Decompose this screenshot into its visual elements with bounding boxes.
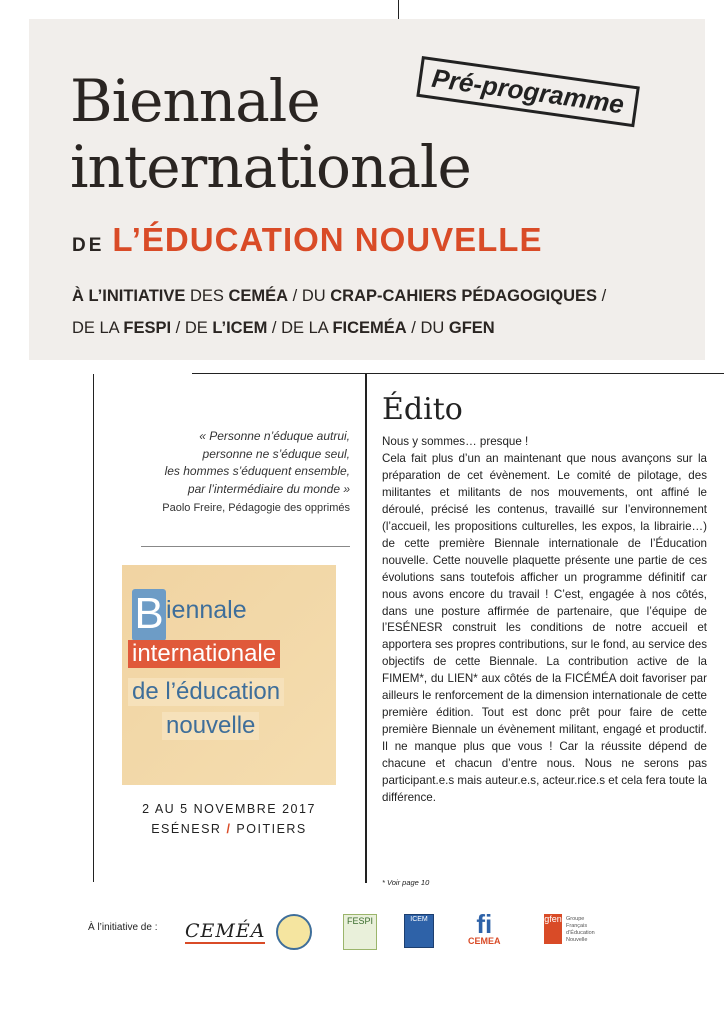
org-fespi: FESPI (123, 319, 172, 337)
quote-author: Paolo Freire, Pédagogie des opprimés (162, 502, 350, 514)
logo-line-1-text: iennale (166, 596, 247, 624)
logo-line-1 (132, 589, 247, 641)
icem-logo: ICEM (404, 914, 434, 948)
section-top-rule (192, 373, 724, 374)
fespi-logo: FESPI (343, 914, 377, 950)
quote-line: les hommes s’éduquent ensemble, (164, 464, 350, 478)
initiative-des: DES (185, 287, 229, 305)
ficemea-logo-fi: fi (476, 909, 493, 939)
title-biennale: Biennale (70, 67, 320, 135)
initiative-sep: / DU (288, 287, 331, 305)
event-dates (122, 799, 336, 839)
org-ficemea: FICEMÉA (332, 319, 407, 337)
ficemea-logo (468, 909, 501, 946)
event-place-poitiers: POITIERS (236, 822, 307, 836)
logo-big-letter: B (132, 589, 166, 641)
initiative-sep: / DE LA (267, 319, 333, 337)
cemea-logo: CEMÉA (185, 920, 266, 942)
logo-line-3: de l’éducation (128, 678, 284, 706)
logo-line-4: nouvelle (162, 712, 259, 740)
initiative-sep: / DE (171, 319, 213, 337)
left-column-rule (93, 374, 94, 882)
edito-paragraph-2: Cela fait plus d’un an maintenant que nous avançons sur la préparation de cet évènement. Le comité de pilotage, des militantes et militants de nos mouvements, ont affiné le déroulé, précisé les contenus, travaillé sur l’environnement (l’accueil, les propositions culturelles, les expos, la librairie…) de cette première Biennale internationale de l’Éducation nouvelle. Cette nouvelle plaquette présente une partie de ces évolutions sans toutefois afficher un programme définitif car nous avons encore du travail ! C’est, engagée à nos côtés, dans une posture affirmée de partenaire, que l’équipe de l’ESÉNESR construit les conditions de notre accueil et apportera ses propres contributions, sur le fond, au service des objectifs de cette Biennale. La contribution active de la FIMEM*, du LIEN* aux côtés de la FICÉMÉA doit favoriser par ailleurs le renforcement de la dimension internationale de cette première édition. Tout est donc prêt pour faire de cette première Biennale un évènement militant, engagé et productif. Il ne manque plus que vous ! Car la réussite dépend de chacune et chacun d’entre nous. Nous ne serons pas participant.e.s mais auteur.e.s, acteur.rice.s et cela fera toute la différence. (382, 451, 707, 805)
logo-line-2: internationale (128, 640, 280, 668)
quote-line: personne ne s’éduque seul, (202, 446, 350, 461)
edito-footnote: * Voir page 10 (382, 878, 430, 887)
event-date-range: 2 AU 5 NOVEMBRE 2017 (142, 802, 316, 816)
org-icem: L’ICEM (212, 319, 268, 337)
subtitle-de: DE (72, 235, 105, 256)
biennale-logo (122, 565, 336, 785)
initiative-sep: / DU (406, 319, 449, 337)
pre-programme-stamp: Pré-programme (416, 56, 639, 127)
edito-paragraph-1: Nous y sommes… presque ! (382, 435, 529, 448)
subtitle-main: L’ÉDUCATION NOUVELLE (112, 221, 543, 258)
crap-logo-icon (276, 914, 312, 950)
quote-line: « Personne n’éduque autrui, (199, 429, 350, 443)
event-slash: / (226, 822, 232, 836)
org-cemea: CEMÉA (228, 287, 289, 305)
gfen-logo-text: Groupe Français d’Éducation Nouvelle (566, 916, 595, 943)
initiative-line-2 (72, 319, 495, 338)
edito-body (382, 434, 707, 807)
column-divider (365, 373, 367, 883)
initiative-sep: DE LA (72, 319, 124, 337)
initiative-line-1 (72, 287, 606, 306)
quote-line: par l’intermédiaire du monde » (187, 481, 350, 496)
quote-separator (141, 546, 350, 547)
initiative-label: À L’INITIATIVE (72, 287, 186, 305)
subtitle-education-nouvelle (72, 221, 542, 259)
event-location (122, 819, 336, 839)
initiative-sep: / (597, 287, 607, 305)
gfen-logo: gfen (544, 914, 562, 944)
ficemea-logo-sub: CEMEA (468, 936, 501, 946)
edito-title: Édito (382, 392, 463, 427)
title-internationale: internationale (70, 133, 471, 201)
org-gfen: GFEN (448, 319, 495, 337)
org-crap: CRAP-CAHIERS PÉDAGOGIQUES (330, 287, 598, 305)
footer-initiative-label: À l’initiative de : (88, 922, 158, 933)
event-place-esenesr: ESÉNESR (151, 822, 222, 836)
freire-quote (118, 428, 350, 498)
